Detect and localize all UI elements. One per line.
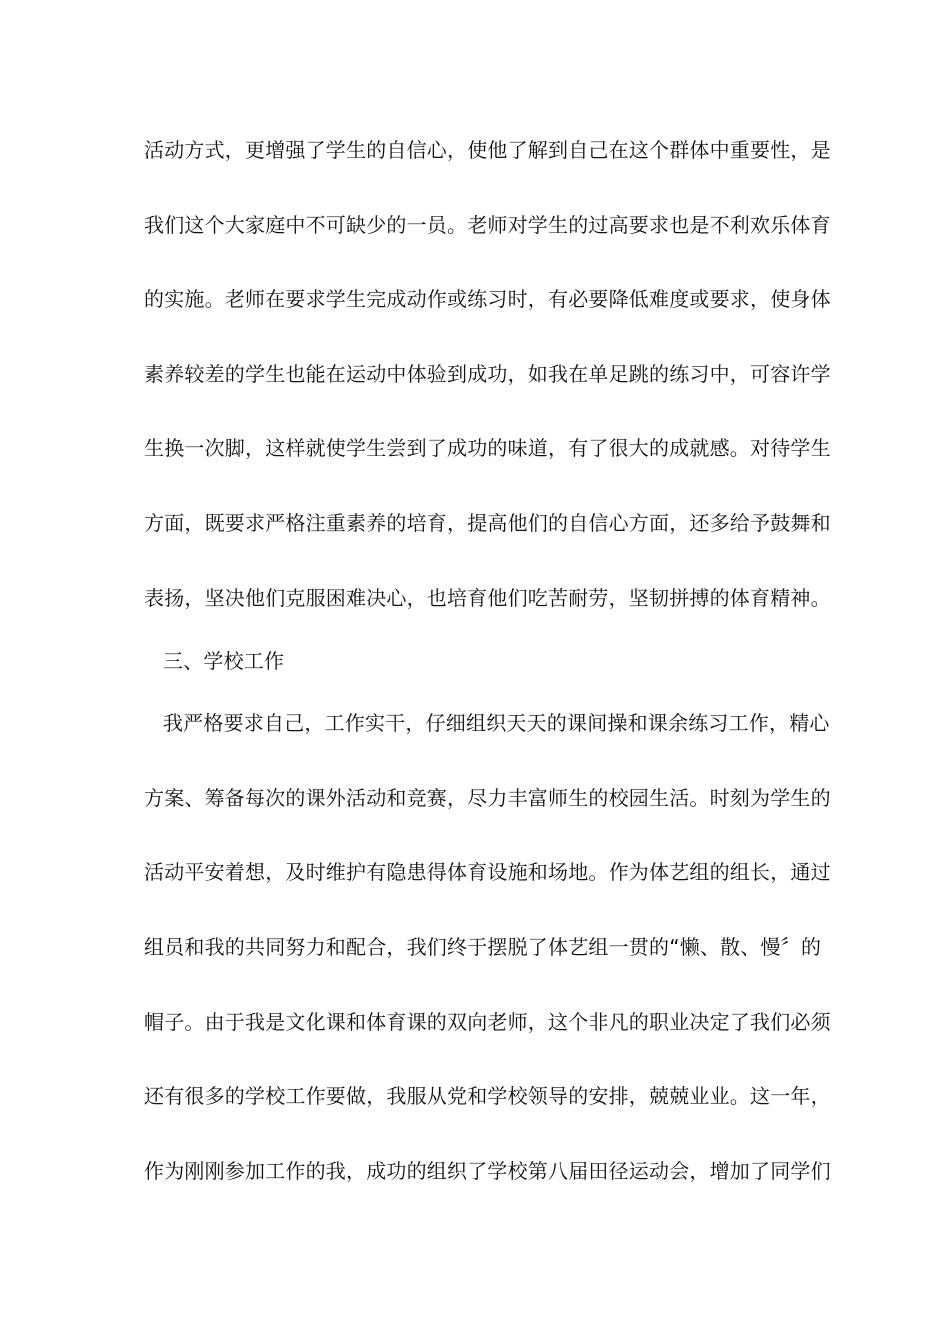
- paragraph-line: 素养较差的学生也能在运动中体验到成功，如我在单足跳的练习中，可容许学: [144, 362, 831, 386]
- paragraph-line: 表扬，坚决他们克服困难决心，也培育他们吃苦耐劳，坚韧拼搏的体育精神。: [144, 586, 831, 610]
- paragraph-line: 组员和我的共同努力和配合，我们终于摆脱了体艺组一贯的“懒、散、慢〞的: [144, 935, 822, 959]
- paragraph-line: 我严格要求自己，工作实干，仔细组织天天的课间操和课余练习工作，精心: [163, 711, 830, 735]
- paragraph-line: 的实施。老师在要求学生完成动作或练习时，有必要降低难度或要求，使身体: [144, 287, 831, 311]
- paragraph-line: 帽子。由于我是文化课和体育课的双向老师，这个非凡的职业决定了我们必须: [144, 1010, 831, 1034]
- paragraph-line: 生换一次脚，这样就使学生尝到了成功的味道，有了很大的成就感。对待学生: [144, 436, 831, 460]
- section-heading: 三、学校工作: [163, 649, 285, 673]
- paragraph-line: 还有很多的学校工作要做，我服从党和学校领导的安排，兢兢业业。这一年，: [144, 1084, 831, 1108]
- paragraph-line: 方案、筹备每次的课外活动和竞赛，尽力丰富师生的校园生活。时刻为学生的: [144, 786, 831, 810]
- paragraph-line: 方面，既要求严格注重素养的培育，提高他们的自信心方面，还多给予鼓舞和: [144, 511, 831, 535]
- paragraph-line: 活动方式，更增强了学生的自信心，使他了解到自己在这个群体中重要性，是: [144, 138, 831, 162]
- paragraph-line: 活动平安着想，及时维护有隐患得体育设施和场地。作为体艺组的组长，通过: [144, 860, 831, 884]
- paragraph-line: 我们这个大家庭中不可缺少的一员。老师对学生的过高要求也是不利欢乐体育: [144, 213, 831, 237]
- paragraph-line: 作为刚刚参加工作的我，成功的组织了学校第八届田径运动会，增加了同学们: [144, 1159, 831, 1183]
